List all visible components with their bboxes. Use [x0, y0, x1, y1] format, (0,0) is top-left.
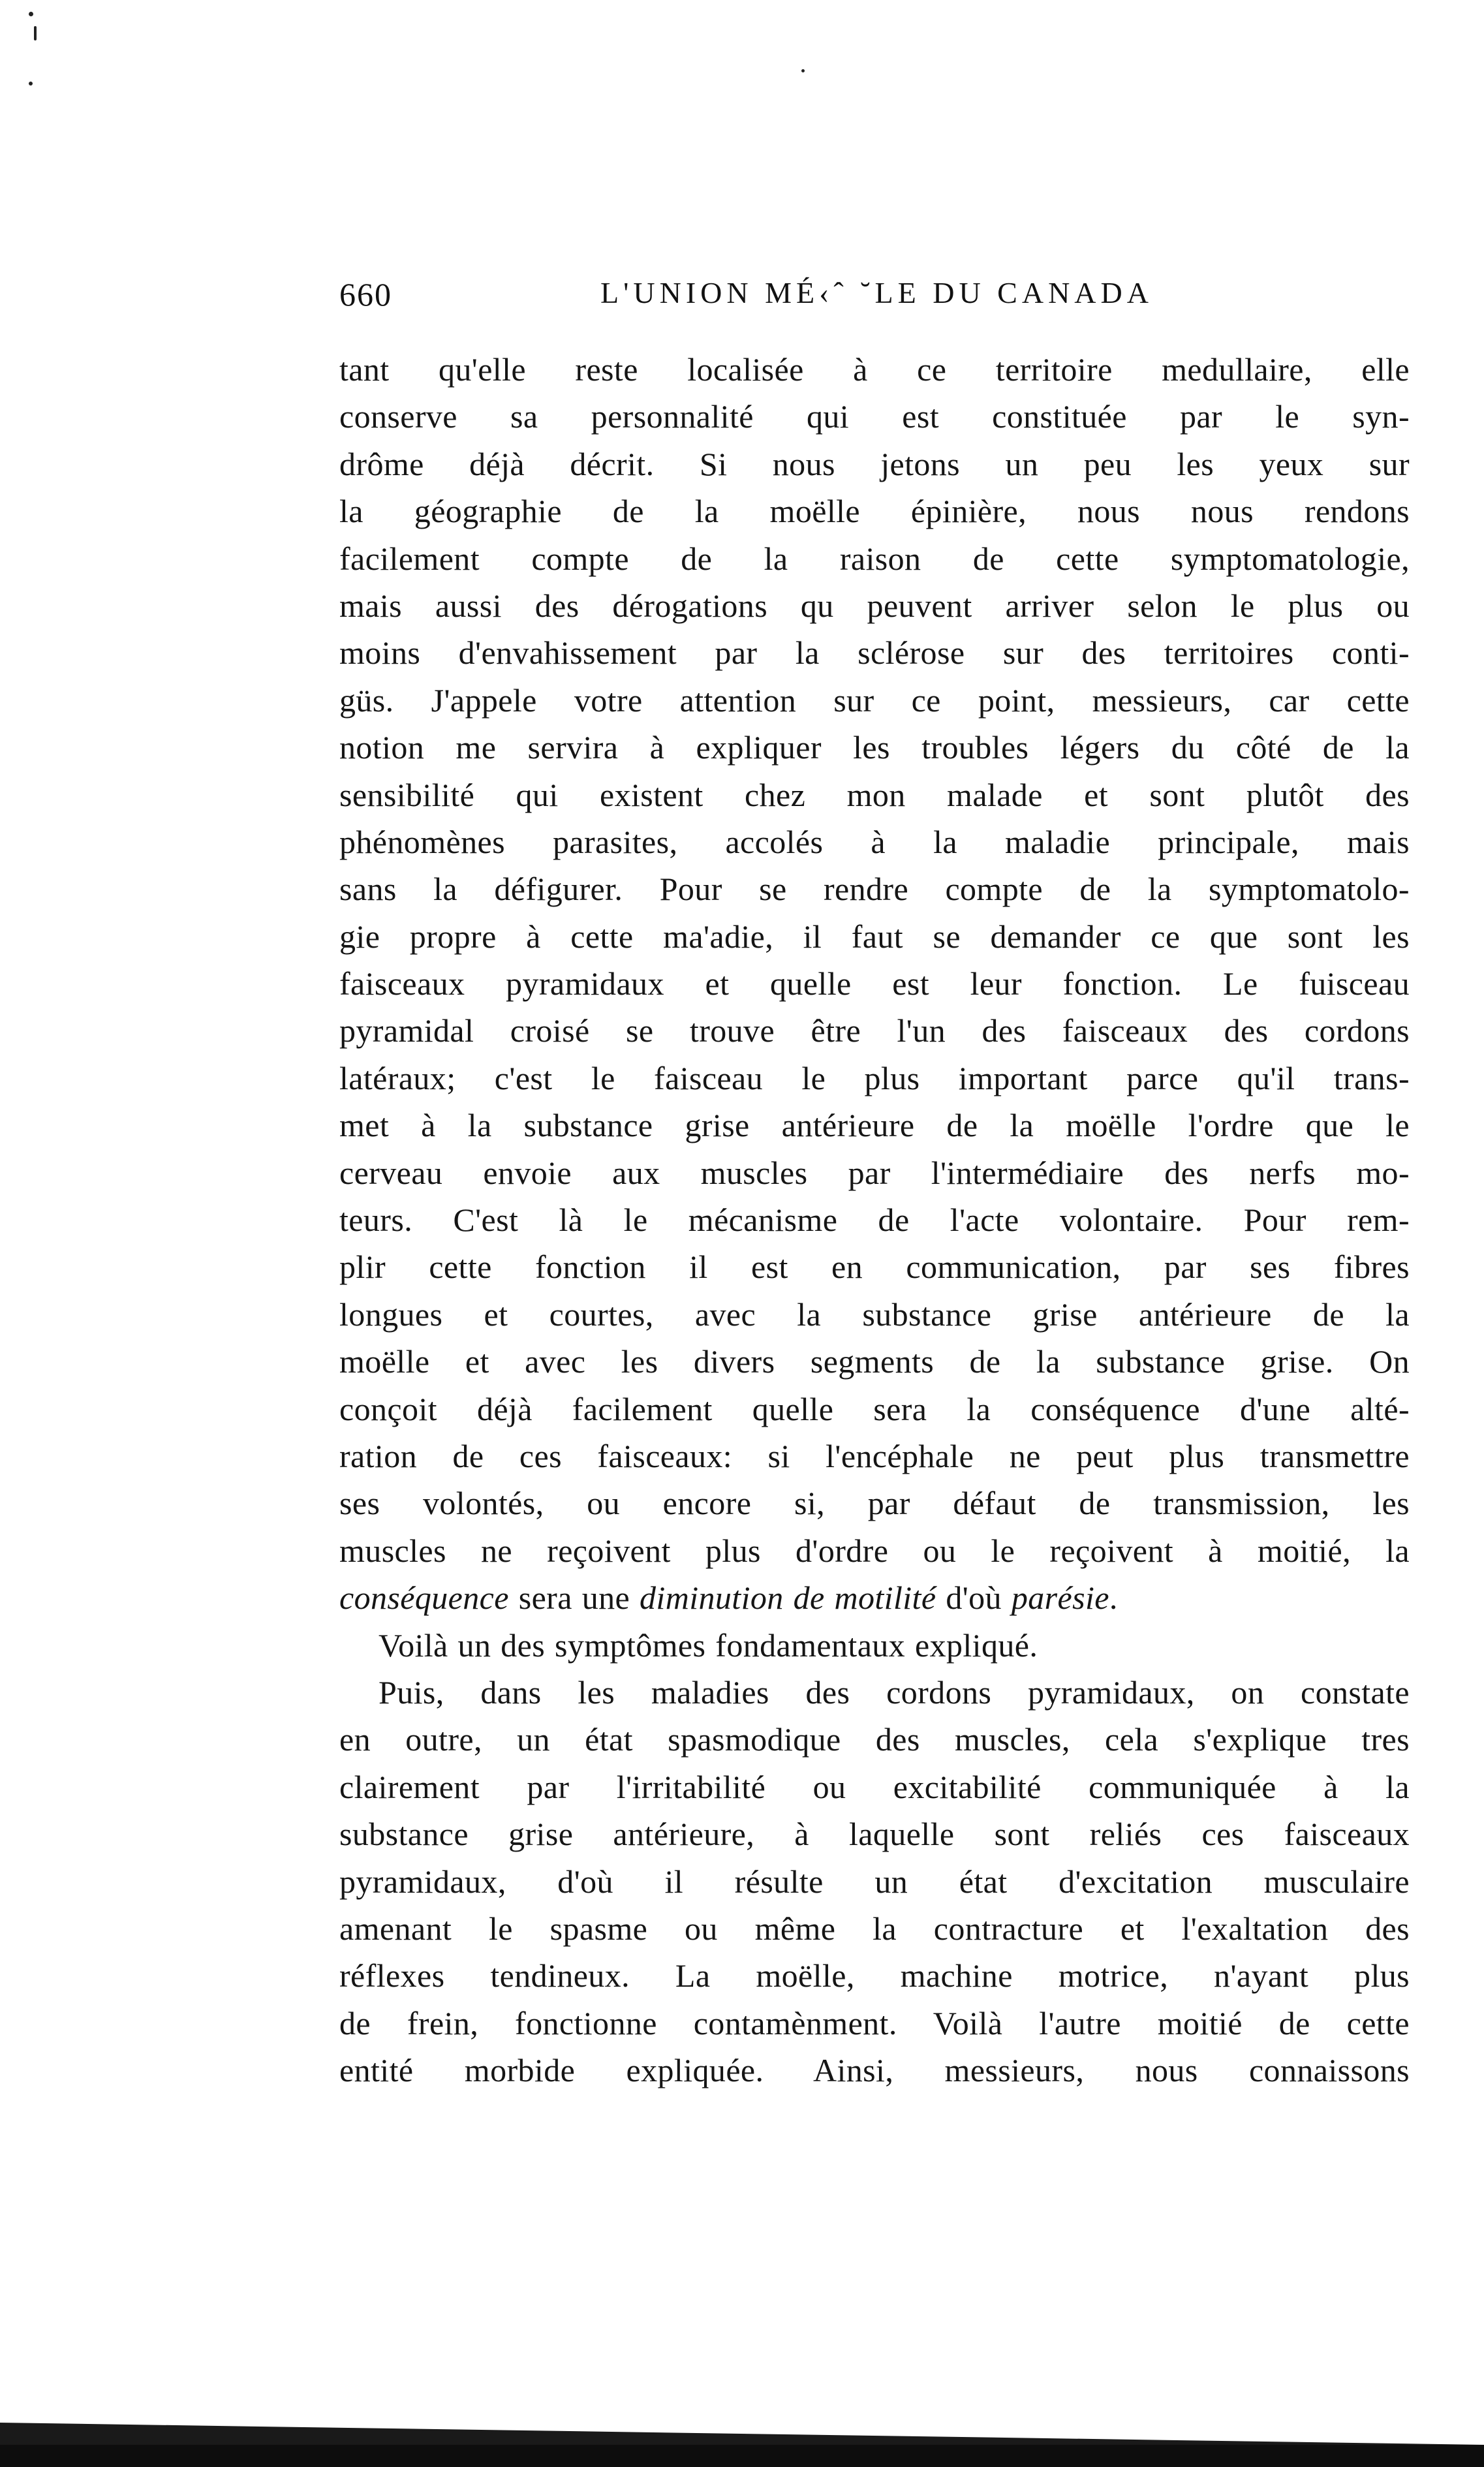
text-line: en outre, un état spasmodique des muscles, cela s'explique tres — [339, 1721, 1410, 1758]
text-line — [339, 1574, 1410, 1621]
text-line: facilement compte de la raison de cette symptomatologie, — [339, 540, 1410, 577]
margin-speck — [34, 26, 37, 40]
scan-edge-bar — [0, 2445, 1484, 2467]
text-line: faisceaux pyramidaux et quelle est leur fonction. Le fuisceau — [339, 965, 1410, 1002]
margin-speck — [29, 12, 33, 16]
text-line: ses volontés, ou encore si, par défaut de transmission, les — [339, 1485, 1410, 1522]
text-line: cerveau envoie aux muscles par l'intermédiaire des nerfs mo- — [339, 1154, 1410, 1191]
margin-speck — [29, 82, 33, 85]
text-line: muscles ne reçoivent plus d'ordre ou le reçoivent à moitié, la — [339, 1532, 1410, 1569]
text-line: pyramidaux, d'où il résulte un état d'excitation musculaire — [339, 1863, 1410, 1900]
text-line: phénomènes parasites, accolés à la maladie principale, mais — [339, 823, 1410, 860]
text-line: teurs. C'est là le mécanisme de l'acte volontaire. Pour rem- — [339, 1202, 1410, 1239]
text-line: güs. J'appele votre attention sur ce point, messieurs, car cette — [339, 681, 1410, 719]
inline-text: d'où — [936, 1579, 1012, 1617]
paragraph-3 — [339, 1669, 1410, 2094]
paragraph-1 — [339, 346, 1410, 1622]
text-line: amenant le spasme ou même la contracture et l'exaltation des — [339, 1910, 1410, 1947]
text-line: moins d'envahissement par la sclérose sur des territoires conti- — [339, 634, 1410, 672]
italic-term: parésie — [1011, 1579, 1109, 1617]
text-line: sensibilité qui existent chez mon malade et sont plutôt des — [339, 776, 1410, 813]
text-line: conserve sa personnalité qui est constituée par le syn- — [339, 398, 1410, 435]
text-line: la géographie de la moëlle épinière, nous nous rendons — [339, 493, 1410, 530]
text-line: substance grise antérieure, à laquelle sont reliés ces faisceaux — [339, 1816, 1410, 1853]
margin-speck — [801, 69, 805, 72]
text-line: entité morbide expliquée. Ainsi, messieurs, nous connaissons — [339, 2052, 1410, 2089]
text-line: longues et courtes, avec la substance grise antérieure de la — [339, 1296, 1410, 1333]
paragraph-2 — [339, 1622, 1410, 1669]
inline-text: sera une — [508, 1579, 640, 1617]
text-line: de frein, fonctionne contamènment. Voilà l'autre moitié de cette — [339, 2004, 1410, 2041]
running-head — [339, 275, 1410, 315]
text-line: drôme déjà décrit. Si nous jetons un peu les yeux sur — [339, 445, 1410, 482]
text-line: tant qu'elle reste localisée à ce territoire medullaire, elle — [339, 351, 1410, 388]
italic-term: conséquence — [339, 1579, 509, 1617]
journal-title: L'UNION MÉ‹ˆ ˘LE DU CANADA — [600, 276, 1153, 309]
scan-edge-shadow — [0, 2423, 1484, 2445]
text-line: sans la défigurer. Pour se rendre compte de la symptomatolo- — [339, 871, 1410, 908]
text-line: réflexes tendineux. La moëlle, machine motrice, n'ayant plus — [339, 1957, 1410, 1994]
inline-text: . — [1109, 1579, 1118, 1617]
italic-term: diminution de motilité — [640, 1579, 936, 1617]
text-line: Puis, dans les maladies des cordons pyramidaux, on constate — [379, 1673, 1410, 1711]
text-line: gie propre à cette ma'adie, il faut se demander ce que sont les — [339, 918, 1410, 955]
page-number: 660 — [339, 276, 392, 313]
text-line: plir cette fonction il est en communication, par ses fibres — [339, 1249, 1410, 1286]
text-line: ration de ces faisceaux: si l'encéphale ne peut plus transmettre — [339, 1437, 1410, 1474]
text-line: Voilà un des symptômes fondamentaux expliqué. — [379, 1626, 1038, 1664]
text-line: moëlle et avec les divers segments de la substance grise. On — [339, 1343, 1410, 1380]
text-line: conçoit déjà facilement quelle sera la conséquence d'une alté- — [339, 1390, 1410, 1427]
text-line: met à la substance grise antérieure de la moëlle l'ordre que le — [339, 1107, 1410, 1144]
body-text — [339, 346, 1410, 2094]
text-line: notion me servira à expliquer les troubles légers du côté de la — [339, 729, 1410, 766]
text-line: pyramidal croisé se trouve être l'un des faisceaux des cordons — [339, 1012, 1410, 1049]
scan-bottom-edge — [0, 2407, 1484, 2467]
text-line: latéraux; c'est le faisceau le plus important parce qu'il trans- — [339, 1059, 1410, 1096]
text-line: mais aussi des dérogations qu peuvent arriver selon le plus ou — [339, 587, 1410, 624]
text-line: clairement par l'irritabilité ou excitabilité communiquée à la — [339, 1768, 1410, 1805]
